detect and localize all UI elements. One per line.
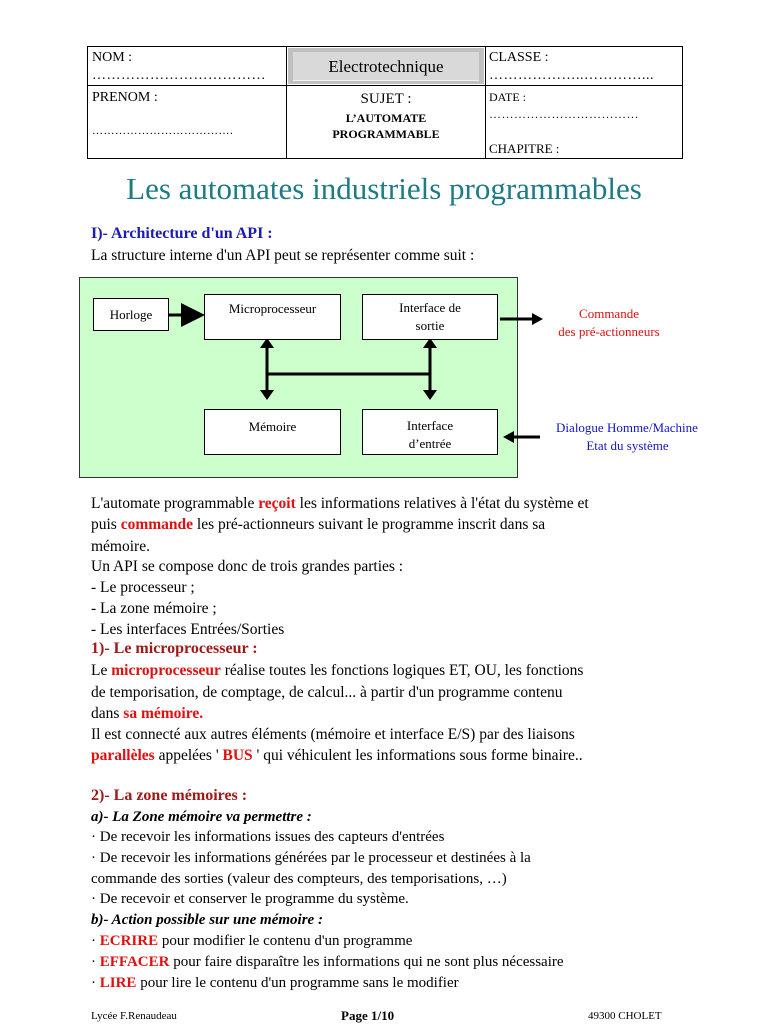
subheading-zone-memoire: a)- La Zone mémoire va permettre : xyxy=(91,809,312,825)
para-line: Un API se compose donc de trois grandes parties : xyxy=(91,558,404,575)
text: les informations relatives à l'état du système et xyxy=(295,495,589,512)
text: puis xyxy=(91,516,121,533)
sujet-label: SUJET : xyxy=(360,91,412,107)
para-line xyxy=(91,660,583,681)
api-architecture-diagram xyxy=(79,277,518,478)
nom-label: NOM : xyxy=(92,50,133,65)
sujet-line2: PROGRAMMABLE xyxy=(332,127,440,141)
keyword-recoit: reçoit xyxy=(258,495,296,512)
para-line: mémoire. xyxy=(91,538,150,555)
divider xyxy=(88,85,682,86)
section-heading-microprocesseur: 1)- Le microprocesseur : xyxy=(91,640,258,657)
memoire-label: Mémoire xyxy=(248,419,297,434)
para-line: Il est connecté aux autres éléments (mémoire et interface E/S) par des liaisons xyxy=(91,726,575,743)
list-item xyxy=(91,952,564,973)
subject-label: Electrotechnique xyxy=(293,52,479,81)
horloge-box: Horloge xyxy=(93,298,169,331)
text: ' qui véhiculent les informations sous forme binaire.. xyxy=(252,747,583,764)
interface-entree-line1: Interface xyxy=(406,418,454,433)
list-item: · De recevoir les informations issues des capteurs d'entrées xyxy=(91,829,445,845)
classe-field: ………………..…………... xyxy=(489,68,654,83)
date-field: ……………………………… xyxy=(489,107,639,121)
text: pour faire disparaître les informations qui ne sont plus nécessaire xyxy=(169,954,564,970)
interface-sortie-line1: Interface de xyxy=(399,300,461,315)
page-title: Les automates industriels programmables xyxy=(126,171,642,206)
para-line xyxy=(91,493,589,514)
classe-label: CLASSE : xyxy=(489,50,549,65)
keyword-ecrire: ECRIRE xyxy=(99,933,159,949)
footer-left: Lycée F.Renaudeau xyxy=(91,1010,177,1022)
prenom-field: ………………………………. xyxy=(92,125,234,137)
keyword-bus: BUS xyxy=(222,747,253,764)
keyword-sa-memoire: sa mémoire. xyxy=(123,705,204,722)
chapitre-label: CHAPITRE : xyxy=(489,141,560,156)
date-label: DATE : xyxy=(489,90,526,104)
text: · xyxy=(91,933,100,949)
interface-entree-line2: d’entrée xyxy=(408,436,452,451)
commande-label-1: Commande xyxy=(579,306,639,321)
para-line xyxy=(91,745,583,766)
list-item: · De recevoir les informations générées par le processeur et destinées à la xyxy=(91,850,531,866)
list-item xyxy=(91,973,459,994)
sujet-line1: L’AUTOMATE xyxy=(345,111,427,125)
para-line xyxy=(91,703,203,724)
microprocesseur-label: Microprocesseur xyxy=(228,301,317,316)
text: appelées ' xyxy=(154,747,223,764)
footer-page: Page 1/10 xyxy=(341,1008,395,1023)
text: Le xyxy=(91,662,112,679)
divider xyxy=(485,47,486,158)
keyword-paralleles: parallèles xyxy=(91,747,155,764)
commande-label-2: des pré-actionneurs xyxy=(558,324,660,339)
architecture-intro: La structure interne d'un API peut se représenter comme suit : xyxy=(91,247,475,264)
list-item: - La zone mémoire ; xyxy=(91,600,217,617)
section-heading-architecture: I)- Architecture d'un API : xyxy=(91,225,273,242)
text: · xyxy=(91,954,100,970)
dialogue-label-1: Dialogue Homme/Machine xyxy=(556,420,698,435)
subject-box xyxy=(288,48,484,84)
footer-right: 49300 CHOLET xyxy=(588,1010,662,1022)
text: · xyxy=(91,975,100,991)
microprocesseur-box xyxy=(204,294,341,340)
list-item: commande des sorties (valeur des compteurs, des temporisations, …) xyxy=(91,871,507,887)
text: dans xyxy=(91,705,124,722)
text: L'automate programmable xyxy=(91,495,259,512)
header-table xyxy=(87,46,683,159)
dialogue-label-2: Etat du système xyxy=(586,438,669,453)
nom-field: ……………………………… xyxy=(92,68,266,83)
list-item xyxy=(91,931,412,952)
list-item: - Le processeur ; xyxy=(91,579,195,596)
interface-entree-box xyxy=(362,409,498,455)
keyword-lire: LIRE xyxy=(99,975,137,991)
keyword-commande: commande xyxy=(120,516,194,533)
list-item: · De recevoir et conserver le programme du système. xyxy=(91,891,409,907)
prenom-label: PRENOM : xyxy=(92,90,158,105)
text: pour modifier le contenu d'un programme xyxy=(158,933,413,949)
text: pour lire le contenu d'un programme sans le modifier xyxy=(136,975,459,991)
para-line xyxy=(91,514,545,535)
section-heading-memoires: 2)- La zone mémoires : xyxy=(91,787,248,804)
interface-sortie-box xyxy=(362,294,498,340)
list-item: - Les interfaces Entrées/Sorties xyxy=(91,621,285,638)
keyword-effacer: EFFACER xyxy=(99,954,170,970)
text: les pré-actionneurs suivant le programme inscrit dans sa xyxy=(193,516,546,533)
interface-sortie-line2: sortie xyxy=(415,318,445,333)
memoire-box xyxy=(204,409,341,455)
text: réalise toutes les fonctions logiques ET, OU, les fonctions xyxy=(220,662,584,679)
subheading-action: b)- Action possible sur une mémoire : xyxy=(91,912,323,928)
keyword-microprocesseur: microprocesseur xyxy=(111,662,221,679)
para-line: de temporisation, de comptage, de calcul... à partir d'un programme contenu xyxy=(91,684,563,701)
